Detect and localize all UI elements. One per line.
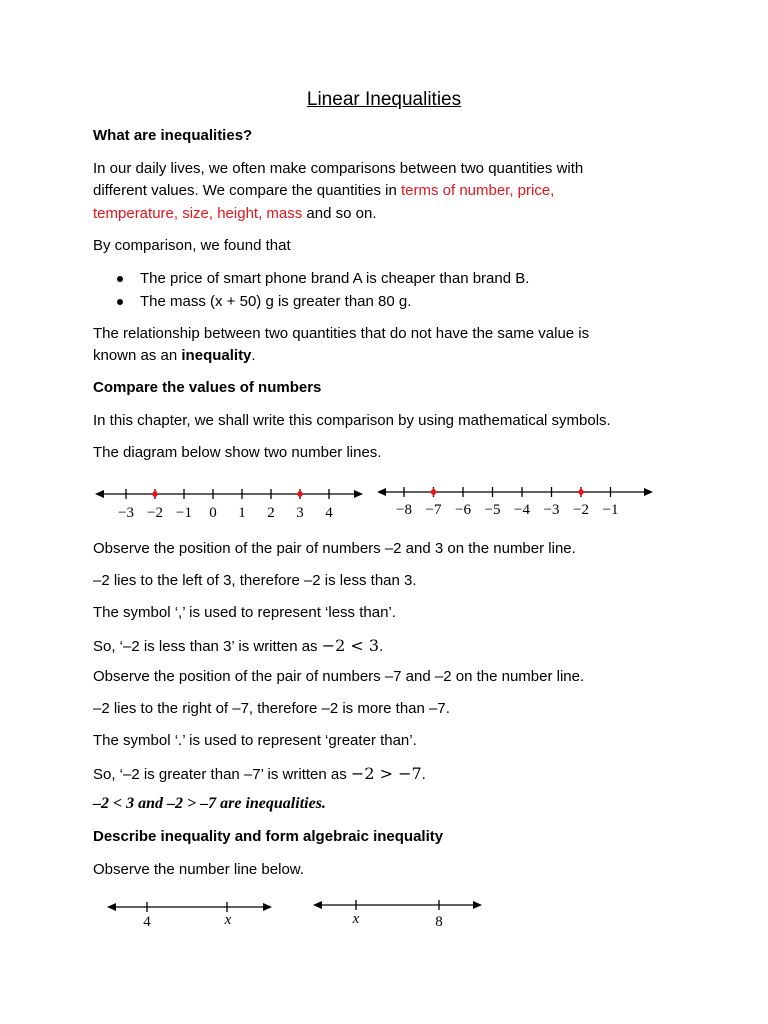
marked-point-icon xyxy=(297,490,304,498)
paragraph-observe-number-line: Observe the number line below. xyxy=(93,861,304,878)
tick-label: −4 xyxy=(514,502,530,518)
paragraph-intro-line-2 xyxy=(93,182,554,199)
tick-label: 2 xyxy=(267,505,275,521)
text-greater-than-symbol: The symbol ‘.’ is used to represent ‘greater than’. xyxy=(93,732,417,749)
relationship-text: known as an xyxy=(93,347,182,364)
statement-text: . xyxy=(421,766,426,783)
tick-label: 3 xyxy=(296,505,304,521)
tick-label: 0 xyxy=(209,505,217,521)
marked-point-icon xyxy=(152,490,159,498)
text-less-than-written xyxy=(93,636,383,655)
text-less-than-symbol: The symbol ‘,’ is used to represent ‘less than’. xyxy=(93,604,396,621)
paragraph-diagram-intro: The diagram below show two number lines. xyxy=(93,444,382,461)
tick-label: −6 xyxy=(455,502,471,518)
tick-label: −7 xyxy=(425,502,442,518)
number-line-2 xyxy=(377,480,655,522)
bullet-item-2: The mass (x + 50) g is greater than 80 g. xyxy=(140,293,412,310)
tick-label: 1 xyxy=(238,505,246,521)
tick-label: −2 xyxy=(573,502,589,518)
paragraph-relationship-line-1: The relationship between two quantities that do not have the same value is xyxy=(93,325,590,342)
tick-label: −5 xyxy=(484,502,501,518)
tick-label-x: x xyxy=(352,911,360,927)
marked-point-icon xyxy=(578,488,585,496)
statement-text: So, ‘–2 is less than 3’ is written as xyxy=(93,638,322,655)
heading-what-are-inequalities: What are inequalities? xyxy=(93,127,253,144)
tick-label-8: 8 xyxy=(435,914,443,930)
intro-text: different values. We compare the quantities in xyxy=(93,182,401,199)
text-left-of-3: –2 lies to the left of 3, therefore –2 is less than 3. xyxy=(93,572,417,589)
paragraph-by-comparison: By comparison, we found that xyxy=(93,237,291,254)
term-inequality: inequality xyxy=(181,347,252,364)
tick-label: −3 xyxy=(118,505,134,521)
bullet-icon xyxy=(117,299,123,305)
relationship-text: . xyxy=(251,347,256,364)
tick-label-x: x xyxy=(224,912,232,928)
intro-text: and so on. xyxy=(302,205,377,222)
marked-point-icon xyxy=(430,488,437,496)
page-title: Linear Inequalities xyxy=(306,89,462,110)
bullet-item-1: The price of smart phone brand A is cheaper than brand B. xyxy=(140,270,530,287)
text-observe-pair-2: Observe the position of the pair of numbers –7 and –2 on the number line. xyxy=(93,668,585,685)
highlight-text: terms of number, price, xyxy=(400,182,555,199)
bullet-icon xyxy=(117,276,123,282)
number-line-3 xyxy=(107,896,273,930)
highlight-text: temperature, size, height, mass xyxy=(93,205,303,222)
tick-label: −8 xyxy=(396,502,412,518)
tick-label-4: 4 xyxy=(143,914,151,930)
tick-label: −1 xyxy=(176,505,192,521)
heading-compare-values: Compare the values of numbers xyxy=(93,379,322,396)
paragraph-intro-line-1: In our daily lives, we often make comparisons between two quantities with xyxy=(93,160,584,177)
text-are-inequalities: –2 < 3 and –2 > –7 are inequalities. xyxy=(93,795,326,812)
tick-label: −1 xyxy=(602,502,619,518)
tick-label: −3 xyxy=(543,502,560,518)
number-line-4 xyxy=(313,894,483,930)
statement-text: So, ‘–2 is greater than –7’ is written as xyxy=(93,766,351,783)
text-observe-pair-1: Observe the position of the pair of numbers –2 and 3 on the number line. xyxy=(93,540,576,557)
tick-label: 4 xyxy=(325,505,333,521)
statement-text: . xyxy=(379,638,384,655)
paragraph-chapter: In this chapter, we shall write this comparison by using mathematical symbols. xyxy=(93,412,611,429)
text-right-of-minus-7: –2 lies to the right of –7, therefore –2 is more than –7. xyxy=(93,700,450,717)
heading-describe-inequality: Describe inequality and form algebraic inequality xyxy=(93,828,444,845)
paragraph-relationship-line-2 xyxy=(93,347,256,364)
tick-label: −2 xyxy=(147,505,163,521)
number-line-1 xyxy=(95,480,365,522)
text-greater-than-written xyxy=(93,764,426,783)
math-expression: −2 < 3 xyxy=(321,636,380,655)
paragraph-intro-line-3 xyxy=(93,205,377,222)
math-expression: −2 > −7 xyxy=(350,764,422,783)
